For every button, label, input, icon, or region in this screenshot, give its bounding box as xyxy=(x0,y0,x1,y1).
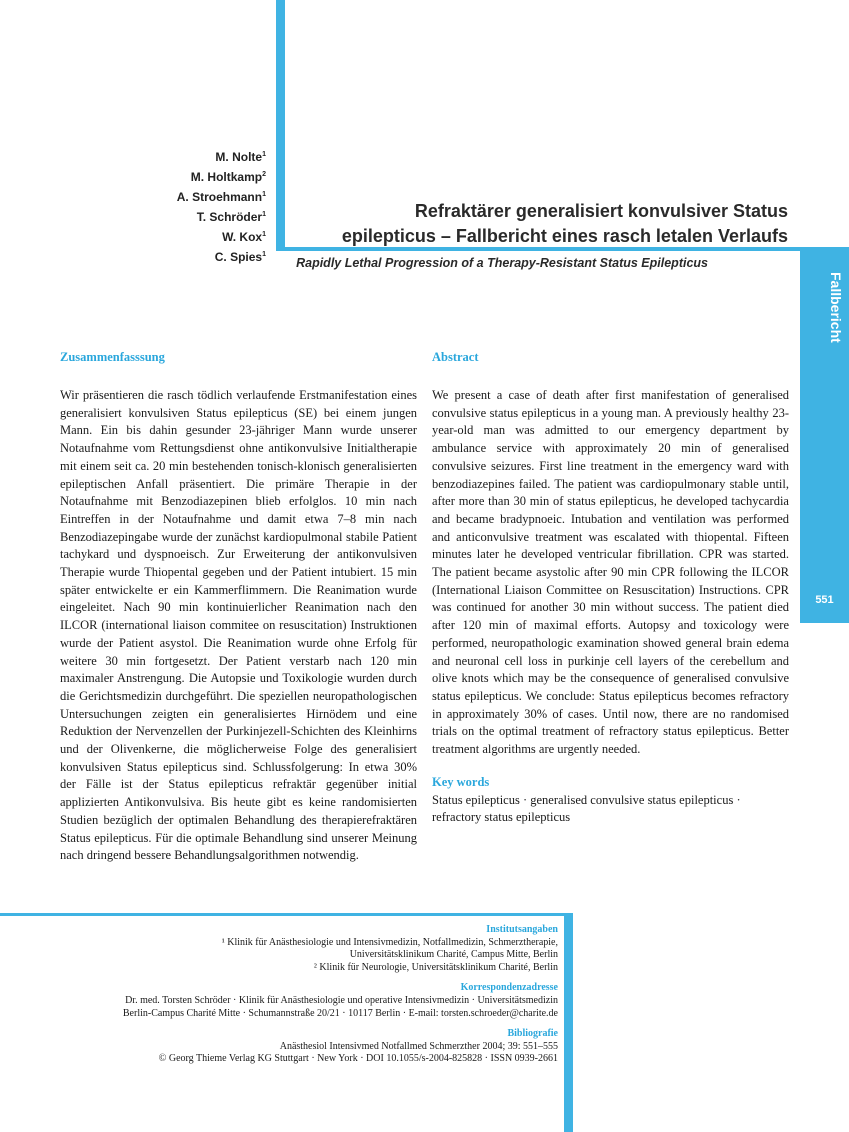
institution-line: ² Klinik für Neurologie, Universitätsklinikum Charité, Berlin xyxy=(313,961,558,973)
abstract-heading: Abstract xyxy=(432,350,479,364)
footer-accent-bar-horizontal xyxy=(0,913,573,916)
author: W. Kox$^1$ xyxy=(222,230,266,244)
footer-accent-bar-vertical xyxy=(564,913,573,1132)
correspondence-line: Berlin-Campus Charité Mitte · Schumannstraße 20/21 · 10117 Berlin · E-mail: torsten.schroeder@charite.de xyxy=(122,1007,558,1019)
author: M. Holtkamp$^2$ xyxy=(190,170,266,184)
paper-title: Refraktärer generalisiert konvulsiver Status epilepticus – Fallbericht eines rasch letalen Verlaufs xyxy=(341,201,788,246)
correspondence-heading: Korrespondenzadresse xyxy=(460,982,558,994)
page-number: 551 xyxy=(815,594,834,606)
abstract-column xyxy=(432,350,789,827)
zusammenfassung-text: Wir präsentieren die rasch tödlich verlaufende Erstmanifestation eines generalisiert konvulsiven Status epilepticus (SE) bei einem jungen Mann. Ein bis dahin gesunder 23-jähriger Mann wurde unserer Notaufnahme vom Rettungsdienst ohne antikonvulsive Initialtherapie mit einem seit ca. 20 min bestehenden tonisch-klonisch generalisierten epileptischen Anfall präsentiert. Die primäre Therapie in der Notaufnahme mit Benzodiazepinen blieb erfolglos. 10 min nach Eintreffen in der Notaufnahme und damit etwa 7–8 min nach Benzodiazepingabe wurde der zunächst kardiopulmonal stabile Patient tachykard und dyspnoeisch. Zur Erweiterung der antikonvulsiven Therapie wurde Thiopental gegeben und der Patient intubiert. 15 min später entwickelte er ein Kammerflimmern. Die Reanimation wurde eingeleitet. Nach 90 min kontinuierlicher Reanimation nach den ILCOR (international liaison commitee on resuscitation) Instruktionen wurde der Patient asystol. Die Reanimation wurde ohne Erfolg für weitere 30 min fortgesetzt. Der Patient verstarb nach 120 min maximaler Anstrengung. Die Autopsie und Toxikologie wurden durch die Gerichtsmedizin durchgeführt. Die speziellen neuropathologischen Untersuchungen zeigten ein generalisiertes Hirnödem und eine Reduktion der Nervenzellen der Purkinjezell-Schichten des Kleinhirns und der Olivenkerne, die möglicherweise Folge des generalisiert konvulsiven Status epilepticus sind. Schlussfolgerung: In etwa 30% der Fälle ist der Status epilepticus refraktär gegenüber initial applizierten Antikonvulsiva. Bis heute gibt es keine randomisierten Studien bezüglich der optimalen Behandlung des therapierefraktären Status epilepticus. Für die optimale Behandlung sind unserer Meinung nach dringend bessere Behandlungsalgorithmen notwendig. xyxy=(60,388,417,863)
institution-line: Universitätsklinikum Charité, Campus Mitte, Berlin xyxy=(349,949,558,961)
keywords-text: Status epilepticus · generalised convulsive status epilepticus · refractory status epilepticus xyxy=(432,792,741,825)
bibliography-line: Anästhesiol Intensivmed Notfallmed Schmerzther 2004; 39: 551–555 xyxy=(279,1040,558,1052)
bibliography-heading: Bibliografie xyxy=(507,1028,558,1040)
bibliography-line: © Georg Thieme Verlag KG Stuttgart · New York · DOI 10.1055/s-2004-825828 · ISSN 0939-2661 xyxy=(158,1053,558,1065)
institution-line: ¹ Klinik für Anästhesiologie und Intensivmedizin, Notfallmedizin, Schmerztherapie, xyxy=(221,936,558,948)
zusammenfassung-column xyxy=(60,350,417,865)
paper-subtitle: Rapidly Lethal Progression of a Therapy-Resistant Status Epilepticus xyxy=(296,256,708,270)
section-label: Fallbericht xyxy=(828,272,844,343)
author: A. Stroehmann$^1$ xyxy=(176,190,266,204)
abstract-text: We present a case of death after first manifestation of generalised convulsive status epilepticus in a young man. A previously healthy 23-year-old man was admitted to our emergency department by ambulance service with approximately 20 min of generalised convulsive seizures. First line treatment in the emergency ward with benzodiazepines failed. The patient was cardiopulmonary stable until, after more than 30 min of status epilepticus, he developed tachycardia and became bradypnoeic. Intubation and ventilation was performed and anticonvulsive treatment was escalated with thiopental. Fifteen minutes later he developed ventricular fibrillation. CPR was started. The patient became asystolic after 90 min CPR following the ILCOR (International Liaison Committee on Resuscitation) Instructions. CPR was continued for another 30 min without success. The patient died after 120 min of maximal efforts. Autopsy and toxicology were performed, neuropathologic examination showed general brain edema and neuronal cell loss in purkinje cell layers of the cerebellum and olive knots which may be the consequence of generalised convulsive status epilepticus. We conclude: Status epilepticus becomes refractory in approximately 30% of cases. Until now, there are no randomised trials on the optimal treatment of refractory status epilepticus. Better treatment algorithms are urgently needed. xyxy=(432,388,789,757)
author-list xyxy=(6,146,266,266)
author: M. Nolte$^1$ xyxy=(215,150,266,164)
footer-info xyxy=(40,924,558,1066)
top-accent-bar-vertical xyxy=(276,0,285,251)
correspondence-line: Dr. med. Torsten Schröder · Klinik für Anästhesiologie und operative Intensivmedizin · Universitätsmedizin xyxy=(125,994,558,1006)
keywords-heading: Key words xyxy=(432,774,490,789)
zusammenfassung-heading: Zusammenfasssung xyxy=(60,350,165,364)
author: T. Schröder$^1$ xyxy=(196,210,266,224)
author: C. Spies$^1$ xyxy=(214,250,266,264)
institution-heading: Institutsangaben xyxy=(486,924,558,935)
